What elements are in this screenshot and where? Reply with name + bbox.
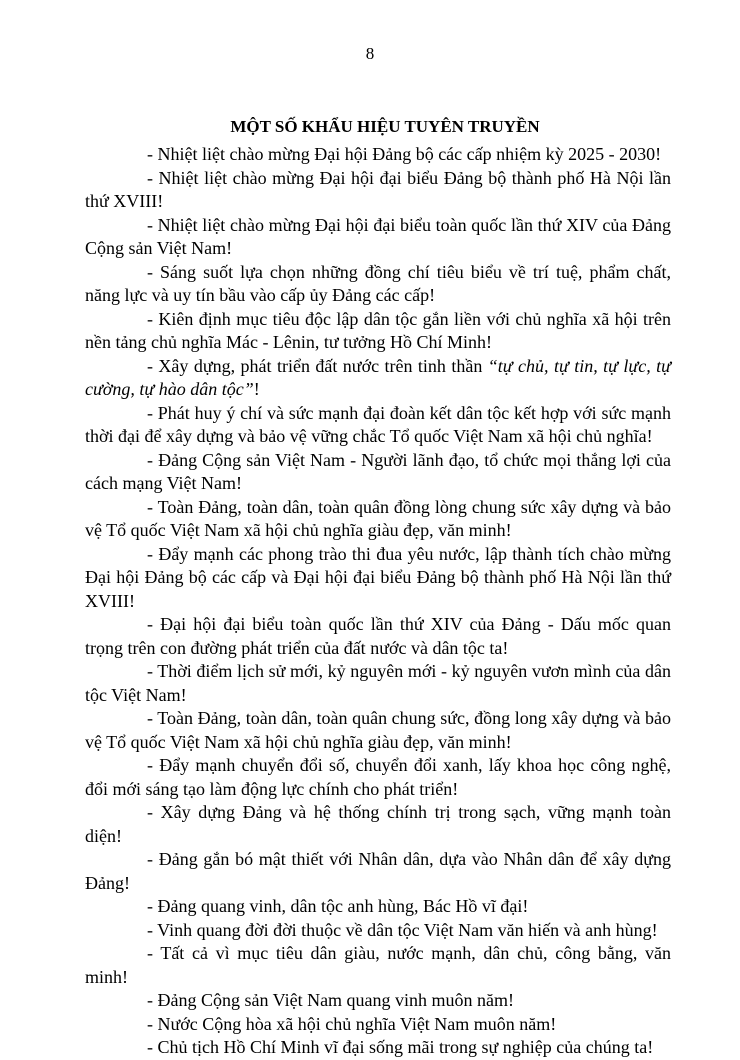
slogan-item: - Đẩy mạnh chuyển đổi số, chuyển đổi xanh, lấy khoa học công nghệ, đổi mới sáng tạo làm động lực chính cho phát triển! — [85, 755, 671, 799]
slogan-item: - Kiên định mục tiêu độc lập dân tộc gắn liền với chủ nghĩa xã hội trên nền tảng chủ nghĩa Mác - Lênin, tư tưởng Hồ Chí Minh! — [85, 308, 671, 352]
slogan-item: - Chủ tịch Hồ Chí Minh vĩ đại sống mãi trong sự nghiệp của chúng ta! — [147, 1037, 654, 1057]
slogan-item: - Vinh quang đời đời thuộc về dân tộc Việt Nam văn hiến và anh hùng! — [147, 919, 658, 940]
slogan-item: - Phát huy ý chí và sức mạnh đại đoàn kết dân tộc kết hợp với sức mạnh thời đại để xây dựng và bảo vệ vững chắc Tổ quốc Việt Nam xã hội chủ nghĩa! — [85, 402, 671, 446]
slogan-item: - Xây dựng Đảng và hệ thống chính trị trong sạch, vững mạnh toàn diện! — [85, 802, 671, 846]
page-number: 8 — [365, 44, 375, 63]
slogan-list — [85, 143, 671, 1060]
slogan-item: - Tất cả vì mục tiêu dân giàu, nước mạnh, dân chủ, công bằng, văn minh! — [85, 943, 671, 987]
slogan-item: - Đảng Cộng sản Việt Nam quang vinh muôn năm! — [147, 990, 515, 1010]
slogan-item: - Đẩy mạnh các phong trào thi đua yêu nước, lập thành tích chào mừng Đại hội Đảng bộ các cấp và Đại hội đại biểu Đảng bộ thành phố Hà Nội lần thứ XVIII! — [85, 543, 671, 611]
slogan-item: - Đảng gắn bó mật thiết với Nhân dân, dựa vào Nhân dân để xây dựng Đảng! — [85, 849, 671, 893]
slogan-item: - Nhiệt liệt chào mừng Đại hội đại biểu toàn quốc lần thứ XIV của Đảng Cộng sản Việt Nam! — [85, 214, 671, 258]
slogan-item: - Sáng suốt lựa chọn những đồng chí tiêu biểu về trí tuệ, phẩm chất, năng lực và uy tín bầu vào cấp ủy Đảng các cấp! — [85, 261, 671, 305]
slogan-italic-quote: “tự chủ, tự tin, tự lực, tự cường, tự hào dân tộc” — [85, 355, 671, 399]
slogan-item: - Đảng Cộng sản Việt Nam - Người lãnh đạo, tổ chức mọi thắng lợi của cách mạng Việt Nam! — [85, 449, 671, 493]
slogan-item: - Nhiệt liệt chào mừng Đại hội đại biểu Đảng bộ thành phố Hà Nội lần thứ XVIII! — [85, 167, 671, 211]
slogan-item: - Đại hội đại biểu toàn quốc lần thứ XIV của Đảng - Dấu mốc quan trọng trên con đường phát triển của đất nước và dân tộc ta! — [85, 614, 671, 658]
slogan-item: - Toàn Đảng, toàn dân, toàn quân chung sức, đồng long xây dựng và bảo vệ Tổ quốc Việt Nam xã hội chủ nghĩa giàu đẹp, văn minh! — [85, 708, 671, 752]
slogan-item: - Nhiệt liệt chào mừng Đại hội Đảng bộ các cấp nhiệm kỳ 2025 - 2030! — [147, 144, 662, 164]
slogan-item: - Nước Cộng hòa xã hội chủ nghĩa Việt Nam muôn năm! — [147, 1013, 557, 1034]
page-title: MỘT SỐ KHẨU HIỆU TUYÊN TRUYỀN — [230, 117, 540, 136]
slogan-item: - Thời điểm lịch sử mới, kỷ nguyên mới - kỷ nguyên vươn mình của dân tộc Việt Nam! — [85, 661, 671, 705]
slogan-item: - Xây dựng, phát triển đất nước trên tinh thần “tự chủ, tự tin, tự lực, tự cường, tự hào dân tộc”! — [85, 355, 671, 399]
slogan-item: - Toàn Đảng, toàn dân, toàn quân đồng lòng chung sức xây dựng và bảo vệ Tổ quốc Việt Nam xã hội chủ nghĩa giàu đẹp, văn minh! — [85, 496, 671, 540]
slogan-item: - Đảng quang vinh, dân tộc anh hùng, Bác Hồ vĩ đại! — [147, 896, 529, 916]
